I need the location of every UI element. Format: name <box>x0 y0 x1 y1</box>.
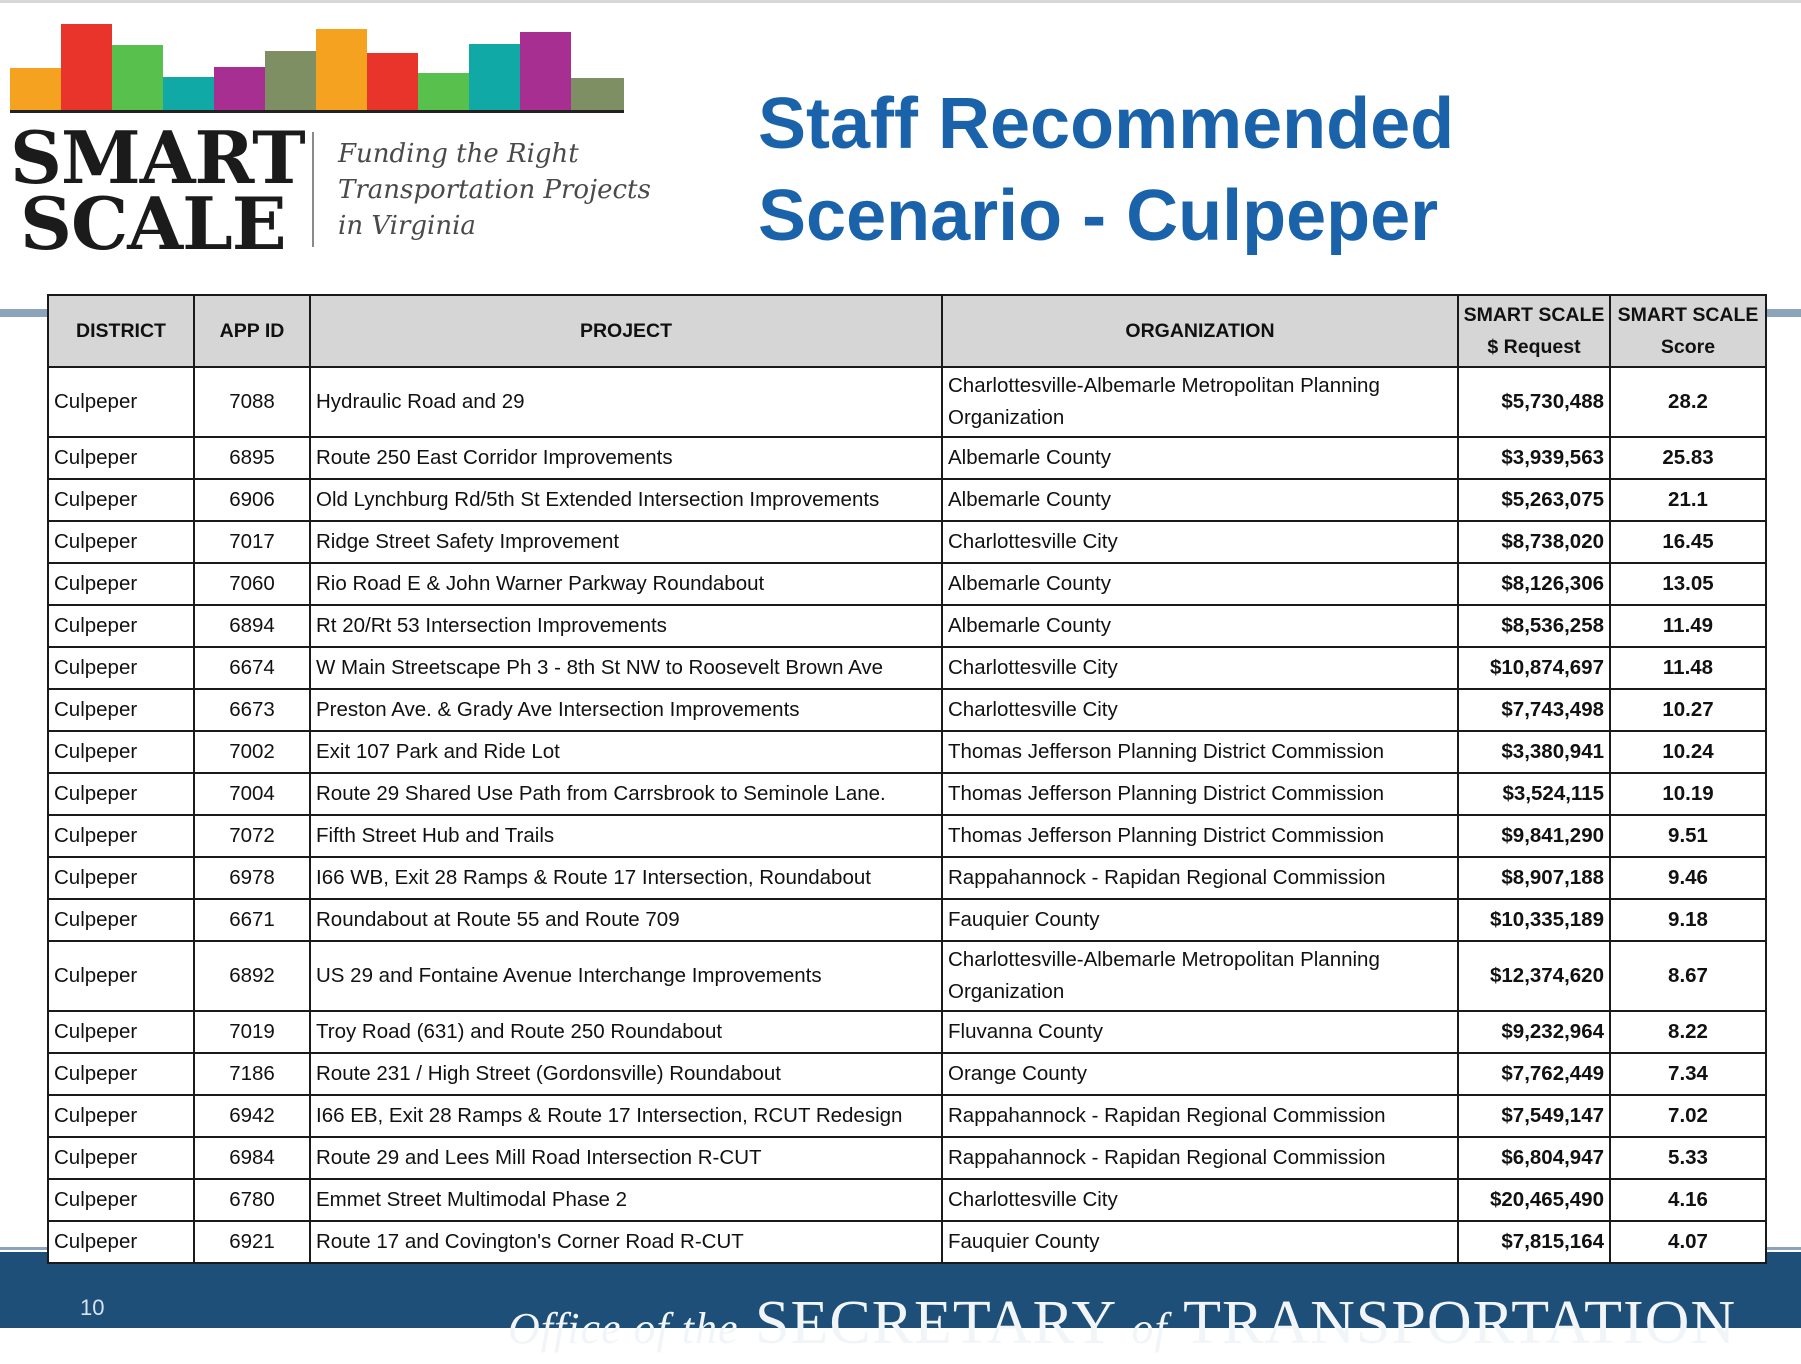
table-row <box>48 773 1766 815</box>
organization-cell: Albemarle County <box>942 437 1458 479</box>
app-id-cell: 7004 <box>194 773 310 815</box>
header-app-id: APP ID <box>194 295 310 367</box>
logo-tagline <box>338 136 651 244</box>
table-row <box>48 647 1766 689</box>
district-cell: Culpeper <box>48 647 194 689</box>
table-row <box>48 857 1766 899</box>
app-id-cell: 6673 <box>194 689 310 731</box>
organization-cell: Charlottesville-Albemarle Metropolitan Planning Organization <box>942 941 1458 1011</box>
page-number: 10 <box>80 1295 105 1320</box>
project-cell: Route 29 Shared Use Path from Carrsbrook to Seminole Lane. <box>310 773 942 815</box>
request-cell: $8,126,306 <box>1458 563 1610 605</box>
project-cell: Emmet Street Multimodal Phase 2 <box>310 1179 942 1221</box>
district-cell: Culpeper <box>48 563 194 605</box>
request-cell: $5,730,488 <box>1458 367 1610 437</box>
project-cell: Fifth Street Hub and Trails <box>310 815 942 857</box>
header-rule-left <box>0 309 50 317</box>
header-request-line-2: $ Request <box>1487 336 1581 358</box>
organization-cell: Thomas Jefferson Planning District Commission <box>942 815 1458 857</box>
tagline-line-3: in Virginia <box>338 211 476 241</box>
request-cell: $8,907,188 <box>1458 857 1610 899</box>
app-id-cell: 7019 <box>194 1011 310 1053</box>
score-cell: 11.49 <box>1610 605 1766 647</box>
logo-divider <box>312 132 314 247</box>
request-cell: $10,335,189 <box>1458 899 1610 941</box>
app-id-cell: 6892 <box>194 941 310 1011</box>
header-request-line-1: SMART SCALE <box>1463 304 1605 326</box>
header-score <box>1610 295 1766 367</box>
app-id-cell: 6984 <box>194 1137 310 1179</box>
score-cell: 13.05 <box>1610 563 1766 605</box>
district-cell: Culpeper <box>48 1053 194 1095</box>
table-row <box>48 899 1766 941</box>
logo-bar <box>316 29 367 112</box>
score-cell: 10.19 <box>1610 773 1766 815</box>
score-cell: 9.46 <box>1610 857 1766 899</box>
app-id-cell: 7060 <box>194 563 310 605</box>
district-cell: Culpeper <box>48 367 194 437</box>
district-cell: Culpeper <box>48 521 194 563</box>
app-id-cell: 6674 <box>194 647 310 689</box>
project-cell: Route 17 and Covington's Corner Road R-CUT <box>310 1221 942 1263</box>
table-row <box>48 479 1766 521</box>
score-cell: 16.45 <box>1610 521 1766 563</box>
wordmark-line-2: SCALE <box>20 181 286 266</box>
app-id-cell: 6780 <box>194 1179 310 1221</box>
table-row <box>48 1095 1766 1137</box>
request-cell: $3,939,563 <box>1458 437 1610 479</box>
organization-cell: Rappahannock - Rapidan Regional Commission <box>942 1137 1458 1179</box>
score-cell: 4.07 <box>1610 1221 1766 1263</box>
request-cell: $12,374,620 <box>1458 941 1610 1011</box>
app-id-cell: 6671 <box>194 899 310 941</box>
district-cell: Culpeper <box>48 899 194 941</box>
score-cell: 28.2 <box>1610 367 1766 437</box>
app-id-cell: 7072 <box>194 815 310 857</box>
score-cell: 8.22 <box>1610 1011 1766 1053</box>
logo-baseline <box>10 110 624 113</box>
organization-cell: Charlottesville City <box>942 647 1458 689</box>
table-row <box>48 731 1766 773</box>
score-cell: 4.16 <box>1610 1179 1766 1221</box>
app-id-cell: 6978 <box>194 857 310 899</box>
organization-cell: Thomas Jefferson Planning District Commission <box>942 731 1458 773</box>
request-cell: $9,232,964 <box>1458 1011 1610 1053</box>
score-cell: 8.67 <box>1610 941 1766 1011</box>
logo-bar <box>571 78 624 112</box>
district-cell: Culpeper <box>48 605 194 647</box>
app-id-cell: 6894 <box>194 605 310 647</box>
organization-cell: Rappahannock - Rapidan Regional Commission <box>942 857 1458 899</box>
table-header-row <box>48 295 1766 367</box>
logo-bar <box>61 24 112 112</box>
wordmark-line-1: SMART <box>10 115 305 200</box>
project-cell: Preston Ave. & Grady Ave Intersection Improvements <box>310 689 942 731</box>
table-row <box>48 1011 1766 1053</box>
table-row <box>48 1221 1766 1263</box>
app-id-cell: 7088 <box>194 367 310 437</box>
project-cell: Route 250 East Corridor Improvements <box>310 437 942 479</box>
logo-bar <box>112 45 163 112</box>
projects-table <box>47 294 1767 1264</box>
table-row <box>48 815 1766 857</box>
organization-cell: Fauquier County <box>942 1221 1458 1263</box>
table-row <box>48 563 1766 605</box>
district-cell: Culpeper <box>48 1095 194 1137</box>
request-cell: $8,738,020 <box>1458 521 1610 563</box>
table-row <box>48 367 1766 437</box>
district-cell: Culpeper <box>48 1221 194 1263</box>
logo-bar <box>163 77 214 112</box>
logo-bar <box>265 51 316 112</box>
header-project: PROJECT <box>310 295 942 367</box>
organization-cell: Orange County <box>942 1053 1458 1095</box>
project-cell: Hydraulic Road and 29 <box>310 367 942 437</box>
score-cell: 9.18 <box>1610 899 1766 941</box>
organization-cell: Charlottesville-Albemarle Metropolitan Planning Organization <box>942 367 1458 437</box>
score-cell: 21.1 <box>1610 479 1766 521</box>
tagline-line-1: Funding the Right <box>338 139 579 169</box>
request-cell: $3,524,115 <box>1458 773 1610 815</box>
score-cell: 11.48 <box>1610 647 1766 689</box>
table-row <box>48 1053 1766 1095</box>
project-cell: Roundabout at Route 55 and Route 709 <box>310 899 942 941</box>
tagline-line-2: Transportation Projects <box>338 175 651 205</box>
district-cell: Culpeper <box>48 773 194 815</box>
organization-cell: Fauquier County <box>942 899 1458 941</box>
project-cell: W Main Streetscape Ph 3 - 8th St NW to Roosevelt Brown Ave <box>310 647 942 689</box>
district-cell: Culpeper <box>48 857 194 899</box>
project-cell: Route 29 and Lees Mill Road Intersection R-CUT <box>310 1137 942 1179</box>
logo-bar <box>520 32 571 112</box>
project-cell: I66 EB, Exit 28 Ramps & Route 17 Intersection, RCUT Redesign <box>310 1095 942 1137</box>
header-organization: ORGANIZATION <box>942 295 1458 367</box>
request-cell: $10,874,697 <box>1458 647 1610 689</box>
footer-transportation: TRANSPORTATION <box>1183 1289 1737 1357</box>
title-line-1: Staff Recommended <box>758 84 1455 164</box>
table-body <box>48 367 1766 1263</box>
district-cell: Culpeper <box>48 1011 194 1053</box>
footer-secretary: SECRETARY <box>755 1289 1116 1357</box>
project-cell: Troy Road (631) and Route 250 Roundabout <box>310 1011 942 1053</box>
request-cell: $3,380,941 <box>1458 731 1610 773</box>
organization-cell: Thomas Jefferson Planning District Commission <box>942 773 1458 815</box>
app-id-cell: 6921 <box>194 1221 310 1263</box>
projects-table-container <box>47 294 1765 1264</box>
district-cell: Culpeper <box>48 437 194 479</box>
district-cell: Culpeper <box>48 731 194 773</box>
app-id-cell: 6895 <box>194 437 310 479</box>
request-cell: $7,762,449 <box>1458 1053 1610 1095</box>
project-cell: Rt 20/Rt 53 Intersection Improvements <box>310 605 942 647</box>
organization-cell: Albemarle County <box>942 605 1458 647</box>
request-cell: $7,815,164 <box>1458 1221 1610 1263</box>
table-row <box>48 1137 1766 1179</box>
footer-office-of-the: Office of the <box>508 1304 739 1353</box>
project-cell: Ridge Street Safety Improvement <box>310 521 942 563</box>
table-row <box>48 521 1766 563</box>
project-cell: Route 231 / High Street (Gordonsville) Roundabout <box>310 1053 942 1095</box>
request-cell: $5,263,075 <box>1458 479 1610 521</box>
district-cell: Culpeper <box>48 689 194 731</box>
district-cell: Culpeper <box>48 815 194 857</box>
score-cell: 25.83 <box>1610 437 1766 479</box>
project-cell: Exit 107 Park and Ride Lot <box>310 731 942 773</box>
request-cell: $8,536,258 <box>1458 605 1610 647</box>
score-cell: 10.24 <box>1610 731 1766 773</box>
top-rule <box>0 0 1801 3</box>
organization-cell: Charlottesville City <box>942 689 1458 731</box>
app-id-cell: 7186 <box>194 1053 310 1095</box>
organization-cell: Albemarle County <box>942 563 1458 605</box>
app-id-cell: 7002 <box>194 731 310 773</box>
office-of-secretary-wordmark <box>508 1288 1736 1364</box>
score-cell: 10.27 <box>1610 689 1766 731</box>
table-row <box>48 1179 1766 1221</box>
logo-bar <box>418 73 469 112</box>
app-id-cell: 6906 <box>194 479 310 521</box>
logo-bar <box>469 44 520 112</box>
logo-bar <box>214 67 265 112</box>
organization-cell: Charlottesville City <box>942 521 1458 563</box>
header-request <box>1458 295 1610 367</box>
project-cell: Rio Road E & John Warner Parkway Roundabout <box>310 563 942 605</box>
logo-bar <box>10 68 61 112</box>
table-row <box>48 941 1766 1011</box>
footer-of: of <box>1131 1304 1168 1353</box>
request-cell: $9,841,290 <box>1458 815 1610 857</box>
header-district: DISTRICT <box>48 295 194 367</box>
district-cell: Culpeper <box>48 941 194 1011</box>
header-score-line-1: SMART SCALE <box>1617 304 1759 326</box>
organization-cell: Fluvanna County <box>942 1011 1458 1053</box>
organization-cell: Albemarle County <box>942 479 1458 521</box>
score-cell: 7.34 <box>1610 1053 1766 1095</box>
table-row <box>48 689 1766 731</box>
district-cell: Culpeper <box>48 1137 194 1179</box>
organization-cell: Charlottesville City <box>942 1179 1458 1221</box>
request-cell: $20,465,490 <box>1458 1179 1610 1221</box>
logo-bar <box>367 53 418 112</box>
project-cell: Old Lynchburg Rd/5th St Extended Intersection Improvements <box>310 479 942 521</box>
title-line-2: Scenario - Culpeper <box>758 176 1439 256</box>
district-cell: Culpeper <box>48 1179 194 1221</box>
app-id-cell: 7017 <box>194 521 310 563</box>
score-cell: 5.33 <box>1610 1137 1766 1179</box>
smart-scale-logo-bars <box>10 22 624 112</box>
score-cell: 7.02 <box>1610 1095 1766 1137</box>
slide-title <box>758 78 1638 262</box>
table-row <box>48 437 1766 479</box>
request-cell: $7,549,147 <box>1458 1095 1610 1137</box>
table-row <box>48 605 1766 647</box>
header-score-line-2: Score <box>1660 336 1716 358</box>
smart-scale-wordmark <box>10 115 305 266</box>
project-cell: I66 WB, Exit 28 Ramps & Route 17 Intersection, Roundabout <box>310 857 942 899</box>
request-cell: $6,804,947 <box>1458 1137 1610 1179</box>
project-cell: US 29 and Fontaine Avenue Interchange Improvements <box>310 941 942 1011</box>
district-cell: Culpeper <box>48 479 194 521</box>
request-cell: $7,743,498 <box>1458 689 1610 731</box>
app-id-cell: 6942 <box>194 1095 310 1137</box>
organization-cell: Rappahannock - Rapidan Regional Commission <box>942 1095 1458 1137</box>
score-cell: 9.51 <box>1610 815 1766 857</box>
